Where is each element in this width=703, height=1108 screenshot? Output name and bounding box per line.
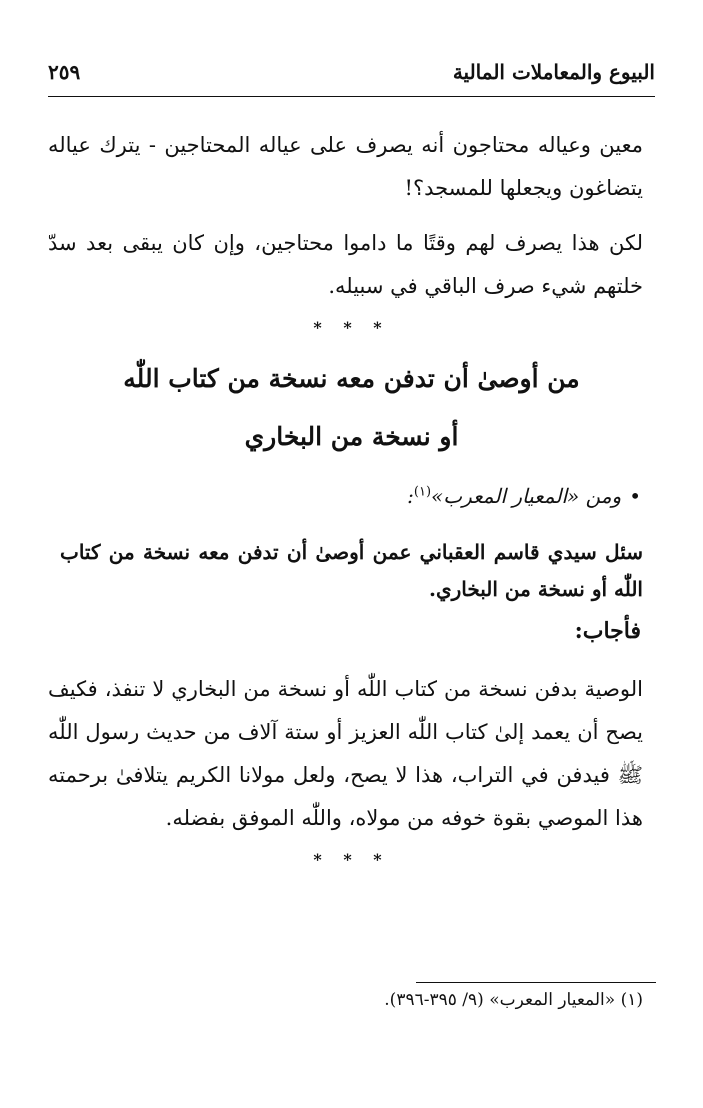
bullet-icon: • <box>629 484 641 508</box>
page-header <box>48 60 655 97</box>
source-intro-line <box>407 484 641 508</box>
footnote-divider <box>416 982 656 983</box>
section-heading-line1: من أوصىٰ أن تدفن معه نسخة من كتاب اللّٰه <box>123 364 580 393</box>
source-colon: : <box>407 484 414 508</box>
paragraph-2: لكن هذا يصرف لهم وقتًا ما داموا محتاجين، وإن كان يبقى بعد سدّ خلتهم شيء صرف الباقي في سبيله. <box>48 231 643 298</box>
page-number: ٢٥٩ <box>48 60 81 84</box>
question-text: سئل سيدي قاسم العقباني عمن أوصىٰ أن تدفن معه نسخة من كتاب اللّٰه أو نسخة من البخاري. <box>60 540 643 601</box>
section-heading-line2: أو نسخة من البخاري <box>244 422 459 451</box>
section-separator: * * * <box>313 318 390 337</box>
source-intro: ومن «المعيار المعرب» <box>431 484 622 508</box>
footnote-1: (١) «المعيار المعرب» (٩/ ٣٩٥-٣٩٦). <box>384 990 643 1010</box>
paragraph-1: معين وعياله محتاجون أنه يصرف على عياله المحتاجين - يترك عياله يتضاغون ويجعلها للمسجد؟! <box>48 133 643 200</box>
running-title: البيوع والمعاملات المالية <box>452 60 655 84</box>
section-separator-2: * * * <box>313 850 390 869</box>
answer-text: الوصية بدفن نسخة من كتاب اللّٰه أو نسخة من البخاري لا تنفذ، فكيف يصح أن يعمد إلىٰ كتاب اللّٰه العزيز أو ستة آلاف من حديث رسول اللّٰه ﷺ فيدفن في التراب، هذا لا يصح، ولعل مولانا الكريم يتلافىٰ برحمته هذا الموصي بقوة خوفه من مولاه، واللّٰه الموفق بفضله. <box>48 677 643 830</box>
footnote-ref: (١) <box>413 484 432 500</box>
answer-label: فأجاب: <box>574 618 641 644</box>
